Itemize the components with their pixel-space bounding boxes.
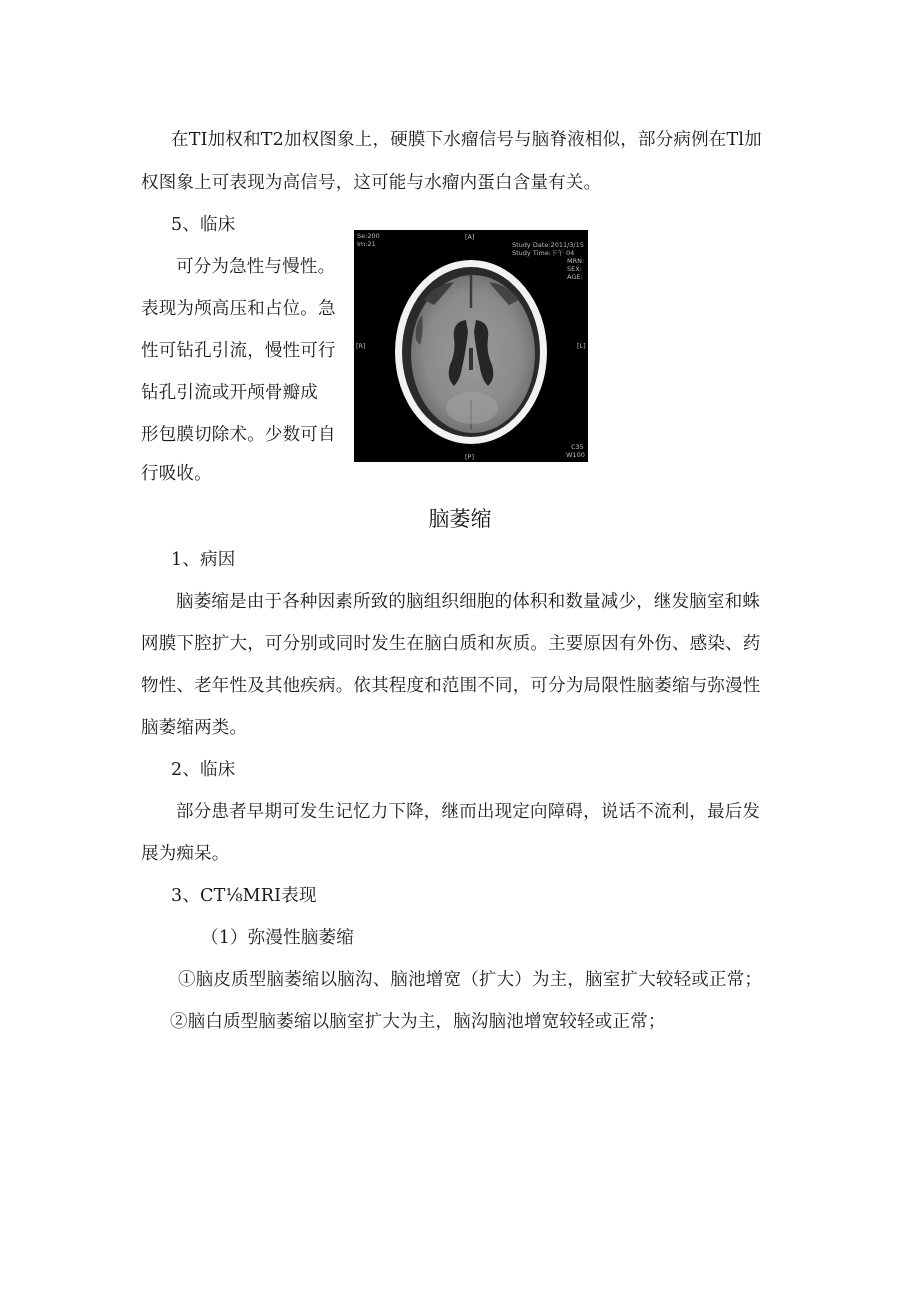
ct-label-posterior: [P] bbox=[465, 453, 474, 461]
cause-text-line: 脑萎缩两类。 bbox=[141, 718, 248, 738]
ct-study-date: Study Date:2011/3/15 bbox=[512, 241, 584, 249]
section-heading-clinical-2: 2、临床 bbox=[171, 760, 236, 780]
ct-label-anterior: [A] bbox=[465, 233, 475, 241]
ct-window-center: C35 bbox=[571, 443, 584, 451]
cause-text-line: 物性、老年性及其他疾病。依其程度和范围不同，可分为局限性脑萎缩与弥漫性 bbox=[141, 676, 761, 696]
clinical-text-line: 表现为颅高压和占位。急 bbox=[141, 299, 336, 319]
ct-label-se: Se:200 bbox=[357, 232, 380, 240]
clinical-text-line: 性可钻孔引流，慢性可行 bbox=[141, 341, 336, 361]
paragraph-line: 在TI加权和T2加权图象上，硬膜下水瘤信号与脑脊液相似，部分病例在Tl加 bbox=[171, 130, 762, 150]
ct-mrn: MRN: bbox=[567, 257, 585, 265]
ct-age: AGE: bbox=[567, 273, 583, 281]
list-item-cortical: ①脑皮质型脑萎缩以脑沟、脑池增宽（扩大）为主，脑室扩大较轻或正常； bbox=[178, 970, 763, 990]
clinical-text-line: 可分为急性与慢性。 bbox=[176, 257, 336, 277]
ct-study-time: Study Time:下午 04 bbox=[512, 249, 575, 257]
clinical-text-line: 形包膜切除术。少数可自 bbox=[141, 425, 336, 445]
cause-text-line: 网膜下腔扩大，可分别或同时发生在脑白质和灰质。主要原因有外伤、感染、药 bbox=[141, 634, 761, 654]
ct-label-im: Im:21 bbox=[357, 240, 376, 248]
clinical-text-line: 钻孔引流或开颅骨瓣成 bbox=[141, 383, 318, 403]
cause-text-line: 脑萎缩是由于各种因素所致的脑组织细胞的体积和数量减少，继发脑室和蛛 bbox=[176, 592, 761, 612]
section-heading-cause: 1、病因 bbox=[171, 550, 236, 570]
section-title-brain-atrophy: 脑萎缩 bbox=[428, 507, 492, 531]
section-heading-imaging: 3、CT⅛MRI表现 bbox=[171, 886, 317, 906]
ct-label-right: [R] bbox=[356, 342, 366, 350]
ct-sex: SEX: bbox=[567, 265, 582, 273]
ct-window-width: W100 bbox=[566, 451, 585, 459]
list-item-white-matter: ②脑白质型脑萎缩以脑室扩大为主，脑沟脑池增宽较轻或正常； bbox=[170, 1012, 666, 1032]
ct-label-left: [L] bbox=[577, 342, 586, 350]
subheading-diffuse-atrophy: （1）弥漫性脑萎缩 bbox=[201, 928, 354, 948]
clinical-2-text-line: 部分患者早期可发生记忆力下降，继而出现定向障碍，说话不流利，最后发 bbox=[176, 802, 761, 822]
clinical-text-line: 行吸收。 bbox=[141, 464, 212, 484]
section-heading-clinical: 5、临床 bbox=[171, 215, 236, 235]
clinical-2-text-line: 展为痴呆。 bbox=[141, 844, 230, 864]
paragraph-line: 权图象上可表现为高信号，这可能与水瘤内蛋白含量有关。 bbox=[141, 173, 602, 193]
ct-scan-image bbox=[354, 230, 588, 462]
